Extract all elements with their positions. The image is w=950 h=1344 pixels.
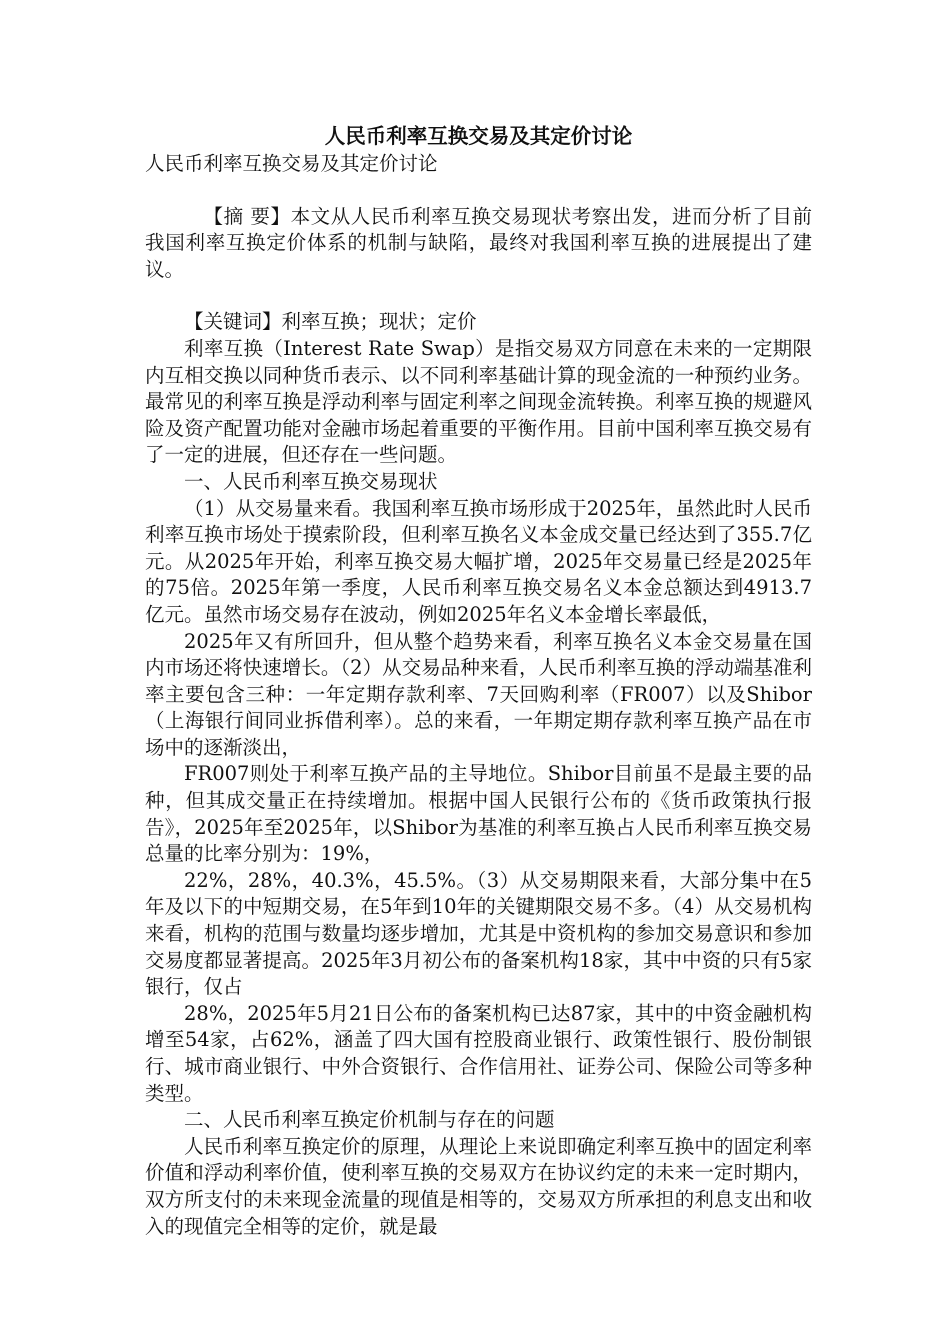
- keywords: 【关键词】利率互换；现状；定价: [184, 310, 477, 334]
- paragraph: 22%，28%，40.3%，45.5%。（3）从交易期限来看，大部分集中在5年及以下的中短期交易，在5年到10年的关键期限交易不多。（4）从交易机构来看，机构的范围与数量均逐步增加，尤其是中资机构的参加交易意识和参加交易度都显著提高。2025年3月初公布的备案机构18家，其中中资的只有5家银行，仅占: [145, 868, 812, 999]
- paragraph: 28%，2025年5月21日公布的备案机构已达87家，其中的中资金融机构增至54家，占62%，涵盖了四大国有控股商业银行、政策性银行、股份制银行、城市商业银行、中外合资银行、合作信用社、证券公司、保险公司等多种类型。: [145, 1001, 812, 1105]
- spacer: [145, 283, 812, 309]
- paragraph: 利率互换（Interest Rate Swap）是指交易双方同意在未来的一定期限内互相交换以同种货币表示、以不同利率基础计算的现金流的一种预约业务。最常见的利率互换是浮动利率与固定利率之间现金流转换。利率互换的规避风险及资产配置功能对金融市场起着重要的平衡作用。目前中国利率互换交易有了一定的进展，但还存在一些问题。: [145, 336, 812, 467]
- section-heading: 一、人民币利率互换交易现状: [184, 469, 438, 493]
- document-page: [145, 121, 812, 1240]
- section-heading: 二、人民币利率互换定价机制与存在的问题: [184, 1108, 555, 1132]
- paragraph: FR007则处于利率互换产品的主导地位。Shibor目前虽不是最主要的品种，但其成交量正在持续增加。根据中国人民银行公布的《货币政策执行报告》，2025年至2025年，以Shibor为基准的利率互换占人民币利率互换交易总量的比率分别为：19%，: [145, 762, 812, 866]
- paragraph: 2025年又有所回升，但从整个趋势来看，利率互换名义本金交易量在国内市场还将快速增长。（2）从交易品种来看，人民币利率互换的浮动端基准利率主要包含三种：一年定期存款利率、7天回购利率（FR007）以及Shibor（上海银行间同业拆借利率）。总的来看，一年期定期存款利率互换产品在市场中的逐渐淡出，: [145, 629, 812, 759]
- spacer: [145, 178, 812, 204]
- document-title: 人民币利率互换交易及其定价讨论: [324, 124, 633, 148]
- paragraph: （1）从交易量来看。我国利率互换市场形成于2025年，虽然此时人民币利率互换市场处于摸索阶段，但利率互换名义本金成交量已经达到了355.7亿元。从2025年开始，利率互换交易大幅扩增，2025年交易量已经是2025年的75倍。2025年第一季度，人民币利率互换交易名义本金总额达到4913.7亿元。虽然市场交易存在波动，例如2025年名义本金增长率最低，: [145, 496, 812, 626]
- paragraph: 人民币利率互换定价的原理，从理论上来说即确定利率互换中的固定利率价值和浮动利率价值，使利率互换的交易双方在协议约定的未来一定时期内，双方所支付的未来现金流量的现值是相等的，交易双方所承担的利息支出和收入的现值完全相等的定价，就是最: [145, 1134, 812, 1238]
- abstract: 【摘 要】本文从人民币利率互换交易现状考察出发，进而分析了目前我国利率互换定价体系的机制与缺陷，最终对我国利率互换的进展提出了建议。: [145, 204, 812, 281]
- document-subtitle: 人民币利率互换交易及其定价讨论: [145, 152, 438, 175]
